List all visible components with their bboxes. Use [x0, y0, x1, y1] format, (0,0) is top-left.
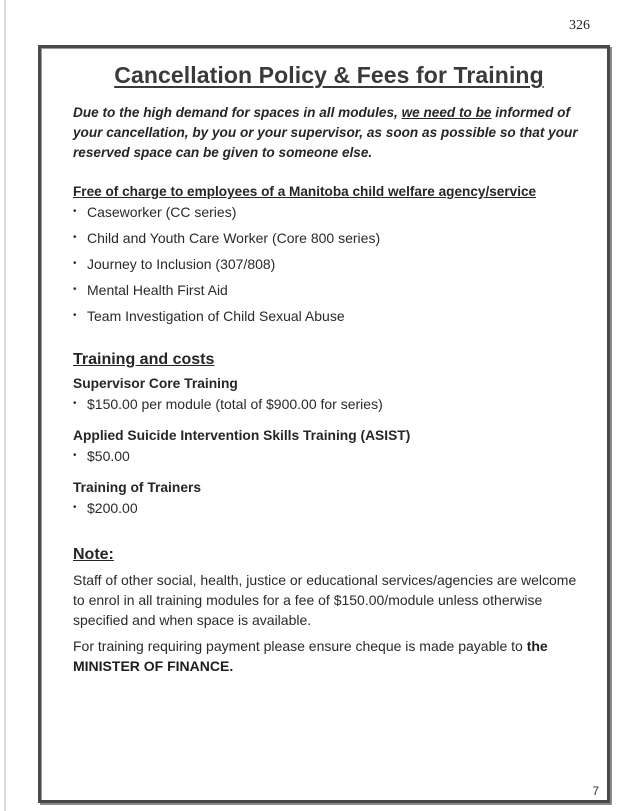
cost-item-title: Applied Suicide Intervention Skills Training (ASIST): [73, 428, 411, 443]
cost-item-list: [73, 498, 585, 518]
list-item: • Journey to Inclusion (307/808): [73, 251, 585, 277]
document-content: [73, 48, 585, 676]
cost-value: • $50.00: [73, 446, 585, 466]
training-costs-heading: Training and costs: [73, 351, 215, 368]
list-item: • Mental Health First Aid: [73, 277, 585, 303]
free-training-list: [73, 199, 585, 329]
list-item: • Child and Youth Care Worker (Core 800 series): [73, 225, 585, 251]
list-item: • Caseworker (CC series): [73, 199, 585, 225]
cost-item-list: [73, 394, 585, 414]
list-item: • Team Investigation of Child Sexual Abuse: [73, 303, 585, 329]
note-heading: Note:: [73, 546, 114, 563]
cost-item-title: Supervisor Core Training: [73, 376, 238, 391]
cost-value: • $150.00 per module (total of $900.00 for series): [73, 394, 585, 414]
intro-underlined-text: we need to be: [401, 105, 492, 120]
page-title: Cancellation Policy & Fees for Training: [114, 62, 544, 88]
page-number-bottom: 7: [592, 784, 599, 798]
intro-paragraph: [73, 103, 585, 163]
free-of-charge-heading: Free of charge to employees of a Manitoba child welfare agency/service: [73, 184, 537, 199]
document-frame: [38, 45, 610, 803]
payment-instruction-text: For training requiring payment please ensure cheque is made payable to: [73, 638, 527, 654]
page-number-top: 326: [569, 18, 590, 33]
intro-text-part2: informed of your cancellation, by you or your supervisor, as soon as possible so that your reserved space can be given to someone else.: [73, 105, 578, 160]
cost-item-title: Training of Trainers: [73, 480, 202, 495]
note-paragraph-payment: [73, 636, 585, 676]
payee-name: the MINISTER OF FINANCE.: [73, 638, 548, 674]
note-paragraph-fees: Staff of other social, health, justice or educational services/agencies are welcome to enrol in all training modules for a fee of $150.00/module unless otherwise specified and when space is available.: [73, 572, 577, 628]
intro-text-part1: Due to the high demand for spaces in all modules,: [73, 105, 402, 120]
scan-edge-line: [4, 0, 6, 811]
cost-item-list: [73, 446, 585, 466]
cost-value: • $200.00: [73, 498, 585, 518]
